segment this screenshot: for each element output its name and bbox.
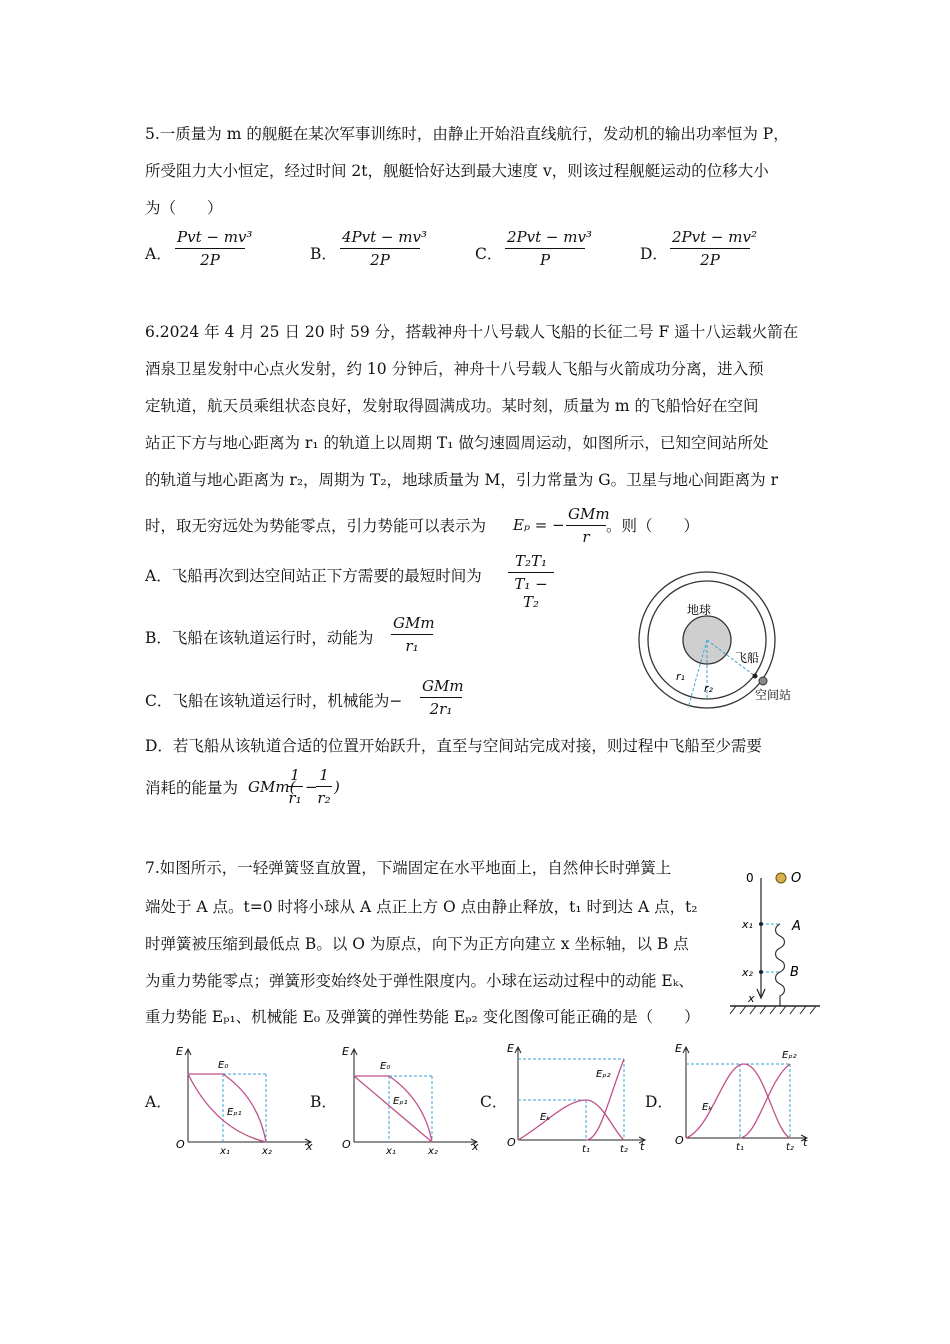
x2-dot xyxy=(759,970,763,974)
q6-option-a[interactable]: A．飞船再次到达空间站正下方需要的最短时间为 xyxy=(145,567,482,585)
x1-label: x₁ xyxy=(742,918,753,931)
q5-line-3: 为（ ） xyxy=(145,199,223,217)
ep1-label: Eₚ₁ xyxy=(393,1096,408,1107)
q6-line-5: 的轨道与地心距离为 r₂，周期为 T₂，地球质量为 M，引力常量为 G。卫星与地心间距离为 r xyxy=(145,471,778,489)
origin-label: O xyxy=(507,1136,516,1149)
b-label: B xyxy=(790,965,799,980)
fraction-1-over-r1: $\frac{1}{\text{r₁}}$ xyxy=(288,766,302,807)
t2-tick-label: t₂ xyxy=(620,1144,628,1155)
energy-expression: GMm( xyxy=(248,778,296,796)
e0-label: E₀ xyxy=(380,1061,391,1072)
earth-label: 地球 xyxy=(687,603,712,617)
origin-label: O xyxy=(176,1138,185,1151)
q6-line-4: 站正下方与地心距离为 r₁ 的轨道上以周期 T₁ 做匀速圆周运动，如图所示，已知空间站所处 xyxy=(145,434,769,452)
q5-line-2: 所受阻力大小恒定，经过时间 2t，舰艇恰好达到最大速度 v，则该过程舰艇运动的位移大小 xyxy=(145,162,769,180)
option-fraction: Pvt − mv³ 2P xyxy=(177,228,253,269)
x-label: x xyxy=(748,992,755,1005)
q7-line-5: 重力势能 Eₚ₁、机械能 E₀ 及弹簧的弹性势能 Eₚ₂ 变化图像可能正确的是（ ） xyxy=(145,1008,700,1026)
ep2-curve xyxy=(740,1064,790,1138)
q7-graph-c[interactable] xyxy=(504,1040,652,1155)
potential-energy-fraction: GMm r xyxy=(568,505,610,546)
ep1-label: Eₚ₁ xyxy=(227,1107,242,1118)
ep2-label: Eₚ₂ xyxy=(782,1050,797,1061)
r1-label: r₁ xyxy=(676,670,685,683)
ek-label: Eₖ xyxy=(540,1112,551,1123)
q6-option-a-fraction: $\frac{\text{T₂T₁}}{\text{T₁ − T₂}}$ xyxy=(508,552,554,611)
option-label: B． xyxy=(310,245,337,263)
e-axis-label: E xyxy=(675,1042,682,1055)
zero-label: 0 xyxy=(746,871,754,885)
ball xyxy=(776,873,786,883)
minus-sign: − xyxy=(305,778,318,796)
option-fraction: 2Pvt − mv³ P xyxy=(507,228,592,269)
origin-label: O xyxy=(675,1134,684,1147)
q7-line-4: 为重力势能零点；弹簧形变始终处于弹性限度内。小球在运动过程中的动能 Eₖ、 xyxy=(145,972,694,990)
x1-dot xyxy=(759,922,763,926)
q6-line-1: 6.2024 年 4 月 25 日 20 时 59 分，搭载神舟十八号载人飞船的长征二号 F 遥十八运载火箭在 xyxy=(145,323,799,341)
spring xyxy=(776,924,785,1006)
q7-option-c-label[interactable]: C． xyxy=(480,1093,508,1111)
q7-line-3: 时弹簧被压缩到最低点 B。以 O 为原点，向下为正方向建立 x 坐标轴，以 B 点 xyxy=(145,935,689,953)
ground-hatch xyxy=(730,1006,816,1014)
e-axis-label: E xyxy=(507,1042,514,1055)
option-label: D． xyxy=(640,245,668,263)
q6-option-d-line-2: 消耗的能量为 xyxy=(145,779,239,797)
ek-label: Eₖ xyxy=(702,1102,713,1113)
q7-graph-a[interactable] xyxy=(170,1040,318,1155)
q7-graph-d[interactable] xyxy=(672,1040,820,1155)
q6-option-b-fraction: GMm r₁ xyxy=(393,614,435,655)
option-fraction: 4Pvt − mv³ 2P xyxy=(342,228,427,269)
q6-line-6: 时，取无穷远处为势能零点，引力势能可以表示为 xyxy=(145,517,487,535)
x1-tick-label: x₁ xyxy=(386,1146,396,1157)
q5-line-1: 5.一质量为 m 的舰艇在某次军事训练时，由静止开始沿直线航行，发动机的输出功率恒为 P， xyxy=(145,125,789,143)
e-axis-label: E xyxy=(342,1045,349,1058)
q7-option-b-label[interactable]: B． xyxy=(310,1093,337,1111)
ship-dot xyxy=(753,674,758,679)
station-label: 空间站 xyxy=(755,688,792,702)
q6-line-2: 酒泉卫星发射中心点火发射，约 10 分钟后，神舟十八号载人飞船与火箭成功分离，进入预 xyxy=(145,360,764,378)
x2-label: x₂ xyxy=(742,966,753,979)
spring-figure xyxy=(728,868,824,1028)
q6-option-b[interactable]: B．飞船在该轨道运行时，动能为 xyxy=(145,629,374,647)
orbit-figure xyxy=(630,570,810,720)
x2-tick-label: x₂ xyxy=(262,1146,272,1157)
option-fraction: 2Pvt − mv² 2P xyxy=(672,228,757,269)
q6-line-3: 定轨道，航天员乘组状态良好，发射取得圆满成功。某时刻，质量为 m 的飞船恰好在空间 xyxy=(145,397,759,415)
q6-option-c[interactable]: C．飞船在该轨道运行时，机械能为− xyxy=(145,692,403,710)
o-label: O xyxy=(791,871,802,886)
ep2-label: Eₚ₂ xyxy=(596,1069,611,1080)
x2-tick-label: x₂ xyxy=(428,1146,438,1157)
q6-option-d-line-1[interactable]: D．若飞船从该轨道合适的位置开始跃升，直至与空间站完成对接，则过程中飞船至少需要 xyxy=(145,737,762,755)
station-dot xyxy=(759,677,767,685)
ship-label: 飞船 xyxy=(735,651,760,665)
q6-line-6-end: 。则（ ） xyxy=(606,517,700,535)
e0-label: E₀ xyxy=(218,1060,229,1071)
axis-label: x xyxy=(306,1140,313,1153)
option-label: C． xyxy=(475,245,503,263)
t2-tick-label: t₂ xyxy=(786,1142,794,1153)
q7-option-a-label[interactable]: A． xyxy=(145,1093,172,1111)
close-paren: ) xyxy=(334,778,340,796)
r2-label: r₂ xyxy=(704,682,713,695)
t1-tick-label: t₁ xyxy=(582,1144,590,1155)
t1-tick-label: t₁ xyxy=(736,1142,744,1153)
q7-option-d-label[interactable]: D． xyxy=(645,1093,673,1111)
potential-energy-symbol: Eₚ = − xyxy=(513,516,565,534)
e-axis-label: E xyxy=(176,1045,183,1058)
q7-line-1: 7.如图所示，一轻弹簧竖直放置，下端固定在水平地面上，自然伸长时弹簧上 xyxy=(145,859,672,877)
q7-graph-b[interactable] xyxy=(336,1040,484,1155)
x1-tick-label: x₁ xyxy=(220,1146,230,1157)
axis-label: x xyxy=(472,1140,479,1153)
ek-curve xyxy=(686,1064,790,1138)
axis-label: t xyxy=(803,1136,808,1149)
origin-label: O xyxy=(342,1138,351,1151)
fraction-1-over-r2: $\frac{1}{\text{r₂}}$ xyxy=(317,766,331,807)
axis-label: t xyxy=(640,1140,645,1153)
option-label: A． xyxy=(145,245,172,263)
q6-option-c-fraction: GMm 2r₁ xyxy=(422,677,464,718)
q7-line-2: 端处于 A 点。t=0 时将小球从 A 点正上方 O 点由静止释放，t₁ 时到达 A 点，t₂ xyxy=(145,898,698,916)
a-label: A xyxy=(792,919,801,934)
